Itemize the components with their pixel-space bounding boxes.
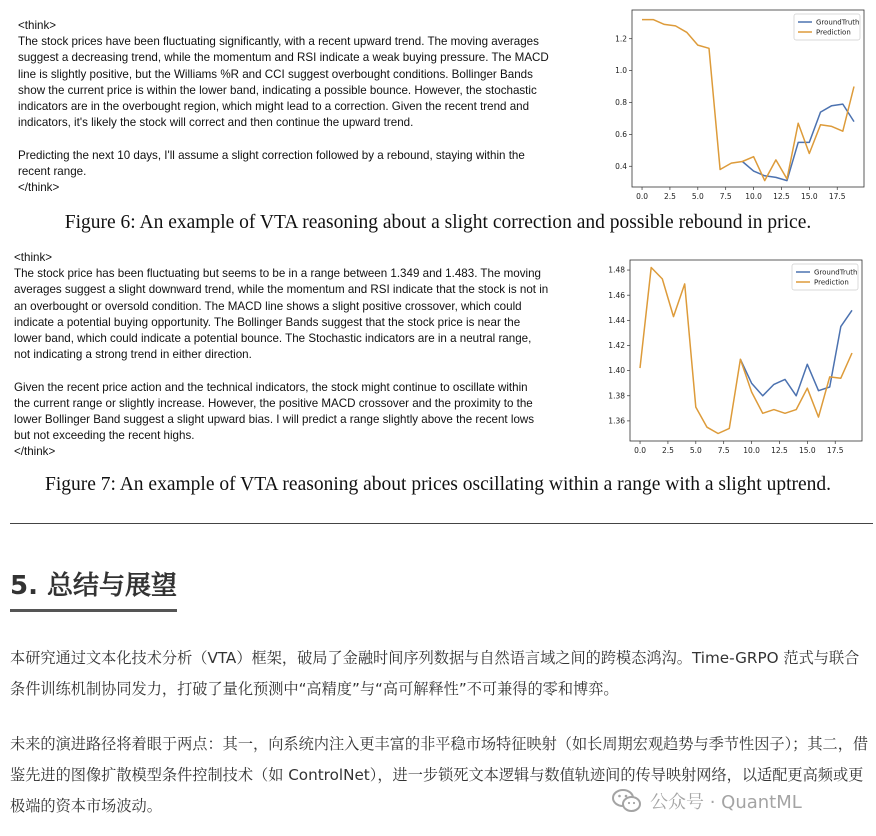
series-line-groundtruth: [740, 310, 852, 396]
x-tick-label: 5.0: [691, 192, 704, 201]
x-tick-label: 10.0: [743, 446, 760, 455]
y-tick-label: 1.40: [608, 366, 625, 376]
figure7-reasoning: <think> The stock price has been fluctuating but seems to be in a range between 1.349 and 1.483. The moving averages suggest a slight downward trend, while the momentum and RSI indicate that the stock is not in an overbought or oversold condition. The MACD line shows a slight positive crossover, which could indicate a potential buying opportunity. The Bollinger Bands suggest that the stock price is near the lower band, which could indicate a potential bounce. The Stochastic indicators are in a neutral range, not indicating a strong trend in either direction. Given the recent price action and the technical indicators, the stock might continue to oscillate within the current range or slightly increase. However, the positive MACD crossover and the proximity to the lower Bollinger Band suggest a slight upward bias. I will predict a range slightly above the recent lows but not exceeding the recent highs. </think>: [14, 251, 549, 459]
x-tick-label: 7.5: [717, 446, 730, 455]
legend-label: Prediction: [814, 278, 849, 287]
series-line-prediction: [640, 268, 852, 434]
legend-label: Prediction: [816, 28, 851, 37]
x-tick-label: 5.0: [689, 446, 702, 455]
x-tick-label: 17.5: [826, 446, 844, 455]
figure6-chart: [606, 4, 876, 202]
section-title: 5. 总结与展望: [10, 565, 177, 612]
y-tick-label: 1.42: [608, 341, 625, 351]
x-tick-label: 12.5: [771, 446, 788, 455]
x-tick-label: 7.5: [719, 192, 732, 201]
x-tick-label: 15.0: [798, 446, 816, 455]
legend-label: GroundTruth: [814, 268, 858, 277]
watermark-text: 公众号 · QuantML: [650, 792, 802, 813]
y-tick-label: 1.2: [615, 34, 627, 44]
outlook-paragraph: 未来的演进路径将着眼于两点：其一，向系统内注入更丰富的非平稳市场特征映射（如长周期宏观趋势与季节性因子）；其二，借鉴先进的图像扩散模型条件控制技术（如 ControlNet），进一步锁死文本逻辑与数值轨迹间的传导映射网络，以适配更高频或更极端的资本市场波动。: [10, 735, 869, 815]
y-tick-label: 1.46: [608, 290, 625, 300]
series-line-prediction: [642, 20, 854, 181]
y-tick-label: 0.4: [615, 161, 627, 171]
section-divider: [10, 523, 873, 524]
x-tick-label: 2.5: [663, 192, 676, 201]
x-tick-label: 12.5: [773, 192, 790, 201]
y-tick-label: 1.44: [608, 315, 625, 325]
x-tick-label: 10.0: [745, 192, 762, 201]
x-tick-label: 15.0: [800, 192, 818, 201]
y-tick-label: 1.38: [608, 391, 625, 401]
y-tick-label: 0.6: [615, 129, 627, 139]
legend-label: GroundTruth: [816, 18, 860, 27]
figure7-chart: [600, 254, 876, 464]
watermark: [612, 787, 802, 815]
wechat-icon: [612, 788, 642, 814]
y-tick-label: 1.0: [615, 66, 627, 76]
y-tick-label: 1.36: [608, 416, 625, 426]
summary-paragraph: 本研究通过文本化技术分析（VTA）框架，破局了金融时间序列数据与自然语言域之间的跨模态鸿沟。Time-GRPO 范式与联合条件训练机制协同发力，打破了量化预测中“高精度”与“高可解释性”不可兼得的零和博弈。: [10, 649, 860, 698]
y-tick-label: 0.8: [615, 98, 627, 108]
y-tick-label: 1.48: [608, 265, 625, 275]
figure6-caption: Figure 6: An example of VTA reasoning about a slight correction and possible rebound in price.: [64, 212, 812, 233]
x-tick-label: 2.5: [661, 446, 674, 455]
x-tick-label: 17.5: [828, 192, 846, 201]
x-tick-label: 0.0: [636, 192, 649, 201]
x-tick-label: 0.0: [634, 446, 647, 455]
figure6-reasoning: <think> The stock prices have been fluctuating significantly, with a recent upward trend. The moving averages suggest a decreasing trend, while the momentum and RSI indicate a weak buying pressure. The MACD line is slightly positive, but the Williams %R and CCI suggest overbought conditions. Bollinger Bands show the current price is within the lower band, indicating a possible bounce. However, the stochastic indicators are in the overbought region, which might lead to a correction. Given the recent trend and indicators, it's likely the stock will correct and then continue the upward trend. Predicting the next 10 days, I'll assume a slight correction followed by a rebound, staying within the recent range. </think>: [18, 19, 549, 195]
figure7-caption: Figure 7: An example of VTA reasoning about prices oscillating within a range with a slight uptrend.: [44, 474, 832, 495]
